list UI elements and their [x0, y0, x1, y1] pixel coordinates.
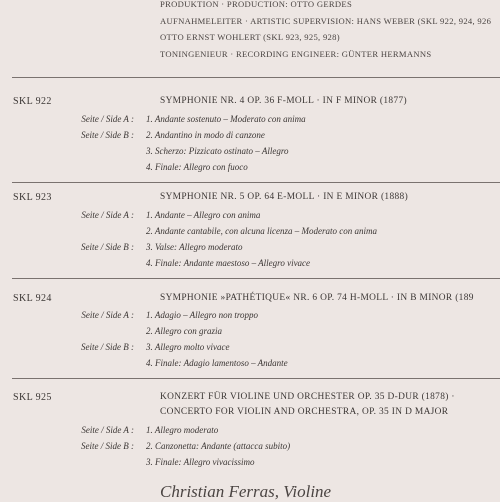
side-a-label: Seite / Side A : — [81, 310, 134, 320]
side-a-label: Seite / Side A : — [81, 425, 134, 435]
catalog-number: SKL 922 — [13, 96, 52, 107]
movement: 4. Finale: Allegro con fuoco — [146, 162, 248, 172]
credit-supervision: AUFNAHMELEITER · ARTISTIC SUPERVISION: HANS WEBER (SKL 922, 924, 926 — [160, 16, 492, 26]
movement: 1. Andante sostenuto – Moderato con anima — [146, 114, 306, 124]
movement: 1. Andante – Allegro con anima — [146, 210, 261, 220]
soloist-credit: Christian Ferras, Violine — [160, 482, 332, 501]
credit-supervision-2: OTTO ERNST WOHLERT (SKL 923, 925, 928) — [160, 32, 340, 42]
catalog-number: SKL 923 — [13, 192, 52, 203]
side-a-label: Seite / Side A : — [81, 114, 134, 124]
work-title-english: CONCERTO FOR VIOLIN AND ORCHESTRA, OP. 35 IN D MAJOR — [160, 407, 449, 417]
movement: 2. Allegro con grazia — [146, 326, 222, 336]
movement: 3. Valse: Allegro moderato — [146, 242, 243, 252]
movement: 1. Allegro moderato — [146, 425, 219, 435]
movement: 2. Andante cantabile, con alcuna licenza – Moderato con anima — [146, 226, 378, 236]
movement: 3. Scherzo: Pizzicato ostinato – Allegro — [146, 146, 289, 156]
movement: 4. Finale: Adagio lamentoso – Andante — [146, 358, 288, 368]
movement: 3. Allegro molto vivace — [146, 342, 230, 352]
divider-rule — [12, 182, 500, 183]
movement: 4. Finale: Andante maestoso – Allegro vivace — [146, 258, 311, 268]
credit-production: PRODUKTION · PRODUCTION: OTTO GERDES — [160, 0, 353, 9]
credit-engineer: TONINGENIEUR · RECORDING ENGINEER: GÜNTER HERMANNS — [160, 49, 432, 59]
side-b-label: Seite / Side B : — [81, 342, 134, 352]
movement: 2. Canzonetta: Andante (attacca subito) — [146, 441, 291, 451]
side-b-label: Seite / Side B : — [81, 130, 134, 140]
catalog-number: SKL 924 — [13, 293, 52, 304]
movement: 1. Adagio – Allegro non troppo — [146, 310, 259, 320]
catalog-number: SKL 925 — [13, 392, 52, 403]
work-title: KONZERT FÜR VIOLINE UND ORCHESTER OP. 35 D-DUR (1878) · — [160, 392, 455, 402]
divider-rule — [12, 77, 500, 78]
movement: 3. Finale: Allegro vivacissimo — [146, 457, 255, 467]
side-b-label: Seite / Side B : — [81, 242, 134, 252]
side-a-label: Seite / Side A : — [81, 210, 134, 220]
work-title: SYMPHONIE NR. 5 OP. 64 E-MOLL · IN E MINOR (1888) — [160, 192, 409, 202]
divider-rule — [12, 378, 500, 379]
divider-rule — [12, 278, 500, 279]
work-title: SYMPHONIE NR. 4 OP. 36 F-MOLL · IN F MINOR (1877) — [160, 96, 408, 106]
side-b-label: Seite / Side B : — [81, 441, 134, 451]
movement: 2. Andantino in modo di canzone — [146, 130, 265, 140]
work-title: SYMPHONIE »PATHÉTIQUE« NR. 6 OP. 74 H-MOLL · IN B MINOR (189 — [160, 293, 474, 303]
